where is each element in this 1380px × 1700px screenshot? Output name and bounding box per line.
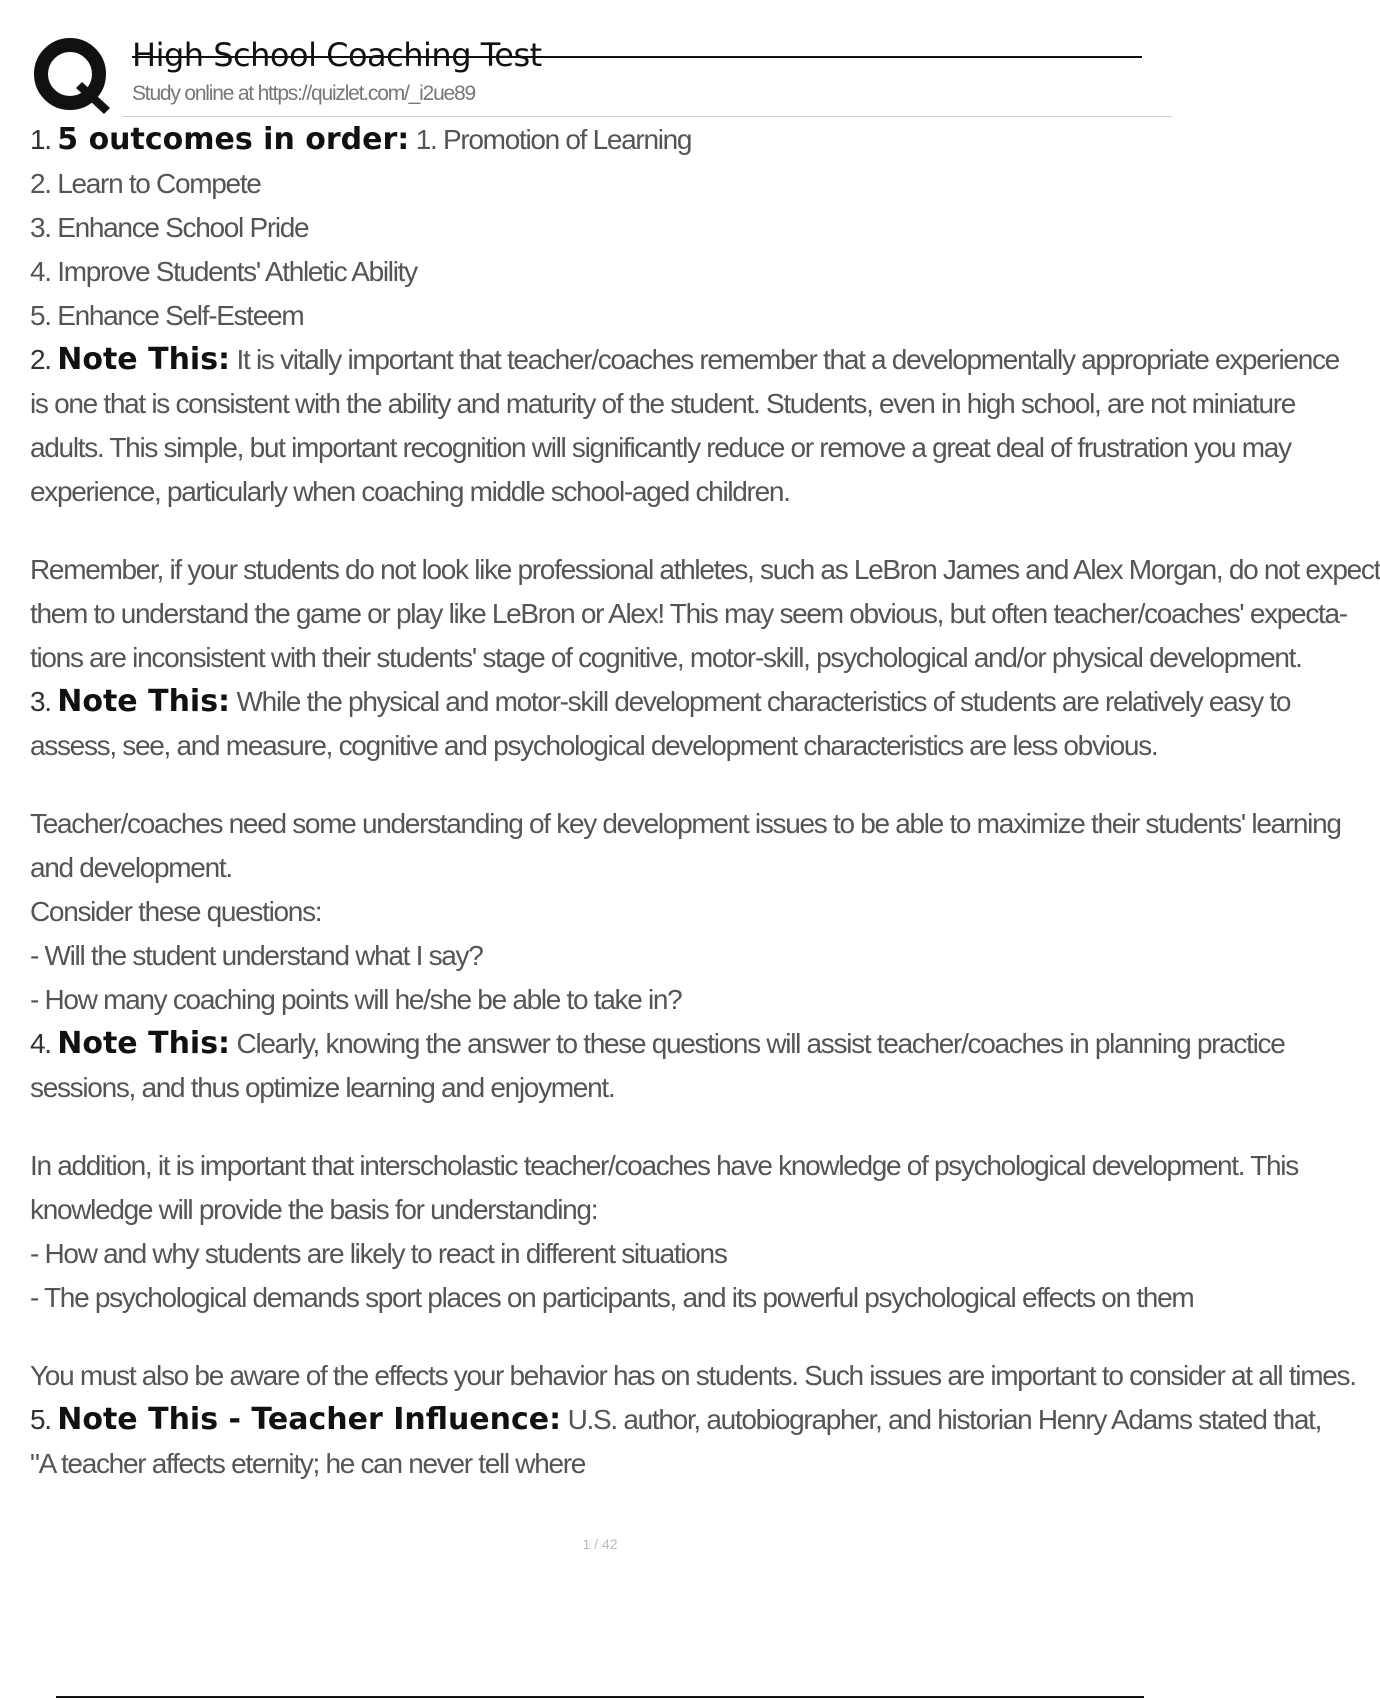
card-text: and development.	[30, 852, 232, 883]
card-text: adults. This simple, but important recognition will significantly reduce or remove a great deal of frustration you may	[30, 432, 1291, 463]
flashcard-2	[30, 338, 1380, 680]
document-title: High School Coaching Test	[132, 36, 542, 74]
card-text: Teacher/coaches need some understanding of key development issues to be able to maximize their students' learning	[30, 808, 1341, 839]
card-number: 4.	[30, 1028, 51, 1059]
card-line	[30, 592, 1347, 636]
flashcard-5	[30, 1398, 1322, 1486]
study-online-link[interactable]: Study online at https://quizlet.com/_i2ue89	[132, 82, 475, 105]
card-term: Note This:	[57, 1026, 231, 1061]
paragraph-gap	[30, 514, 1195, 548]
card-text: is one that is consistent with the ability and maturity of the student. Students, even in high school, are not miniature	[30, 388, 1296, 419]
card-line	[30, 1188, 1195, 1232]
card-line	[30, 846, 1195, 890]
card-term: Note This:	[57, 684, 231, 719]
card-line	[30, 294, 1195, 338]
page-number: 1 / 42	[582, 1536, 618, 1552]
flashcard-4	[30, 1022, 1356, 1398]
card-text: sessions, and thus optimize learning and enjoyment.	[30, 1072, 615, 1103]
card-line	[30, 636, 1302, 680]
header-divider	[122, 116, 1172, 117]
card-text: experience, particularly when coaching middle school-aged children.	[30, 476, 790, 507]
card-text: 2. Learn to Compete	[30, 168, 261, 199]
card-line	[30, 118, 1195, 162]
card-text: - How many coaching points will he/she be able to take in?	[30, 984, 682, 1015]
card-text: - Will the student understand what I say?	[30, 940, 483, 971]
card-number: 2.	[30, 344, 51, 375]
card-term: Note This:	[57, 342, 231, 377]
card-text: Clearly, knowing the answer to these questions will assist teacher/coaches in planning practice	[236, 1028, 1285, 1059]
card-text: U.S. author, autobiographer, and historian Henry Adams stated that,	[567, 1404, 1322, 1435]
document-header	[32, 36, 1172, 116]
card-number: 5.	[30, 1404, 51, 1435]
flashcard-list	[30, 118, 1380, 1486]
card-line	[30, 250, 1195, 294]
card-text: - The psychological demands sport places on participants, and its powerful psychological effects on them	[30, 1282, 1194, 1313]
card-line	[30, 470, 1195, 514]
card-text: While the physical and motor-skill development characteristics of students are relatively easy to	[236, 686, 1291, 717]
card-line	[30, 978, 1195, 1022]
card-line	[30, 206, 1195, 250]
card-text: - How and why students are likely to react in different situations	[30, 1238, 727, 1269]
card-text: them to understand the game or play like LeBron or Alex! This may seem obvious, but often teacher/coaches' expecta-	[30, 598, 1347, 629]
card-line	[30, 338, 1339, 382]
card-line	[30, 680, 1291, 724]
card-line	[30, 802, 1341, 846]
card-line	[30, 162, 1195, 206]
flashcard-1	[30, 118, 1195, 338]
paragraph-gap	[30, 1320, 1195, 1354]
card-line	[30, 1144, 1298, 1188]
card-text: knowledge will provide the basis for understanding:	[30, 1194, 598, 1225]
card-text: "A teacher affects eternity; he can never tell where	[30, 1448, 586, 1479]
card-line	[30, 1066, 1195, 1110]
card-text: Remember, if your students do not look like professional athletes, such as LeBron James and Alex Morgan, do not expect	[30, 554, 1380, 585]
card-line	[30, 724, 1195, 768]
paragraph-gap	[30, 768, 1195, 802]
card-text: assess, see, and measure, cognitive and psychological development characteristics are less obvious.	[30, 730, 1158, 761]
card-text: Consider these questions:	[30, 896, 322, 927]
footer-divider	[56, 1696, 1144, 1698]
card-line	[30, 426, 1291, 470]
card-text: In addition, it is important that interscholastic teacher/coaches have knowledge of psychological development. This	[30, 1150, 1298, 1181]
card-line	[30, 1442, 1195, 1486]
card-line	[30, 1276, 1195, 1320]
card-term: 5 outcomes in order:	[57, 122, 410, 157]
card-text: 1. Promotion of Learning	[415, 124, 692, 155]
card-line	[30, 1022, 1285, 1066]
card-text: You must also be aware of the effects your behavior has on students. Such issues are important to consider at all times.	[30, 1360, 1356, 1391]
card-text: 4. Improve Students' Athletic Ability	[30, 256, 417, 287]
card-line	[30, 1398, 1322, 1442]
card-text: tions are inconsistent with their students' stage of cognitive, motor-skill, psychological and/or physical development.	[30, 642, 1302, 673]
card-number: 3.	[30, 686, 51, 717]
card-text: 3. Enhance School Pride	[30, 212, 309, 243]
card-text: It is vitally important that teacher/coaches remember that a developmentally appropriate experience	[236, 344, 1339, 375]
card-term: Note This - Teacher Influence:	[57, 1402, 562, 1437]
quizlet-logo	[32, 36, 112, 116]
flashcard-3	[30, 680, 1341, 1022]
card-line	[30, 934, 1195, 978]
card-line	[30, 1232, 1195, 1276]
paragraph-gap	[30, 1110, 1195, 1144]
card-line	[30, 548, 1380, 592]
card-text: 5. Enhance Self-Esteem	[30, 300, 304, 331]
card-line	[30, 890, 1195, 934]
card-line	[30, 382, 1296, 426]
card-line	[30, 1354, 1356, 1398]
card-number: 1.	[30, 124, 51, 155]
